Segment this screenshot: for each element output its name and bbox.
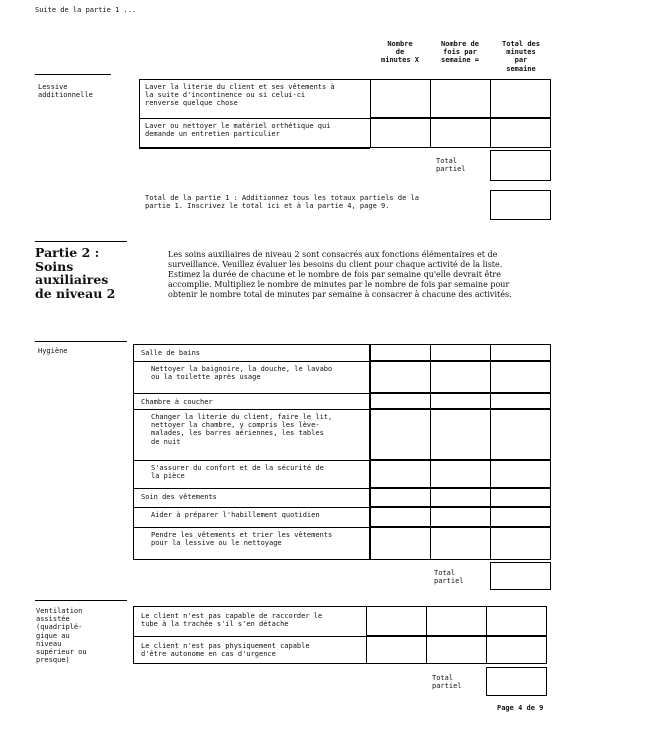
activity-text bbox=[151, 531, 332, 547]
category-heading-line: Soin des vêtements bbox=[141, 493, 217, 501]
total-cell[interactable] bbox=[490, 409, 551, 460]
times-cell[interactable] bbox=[430, 361, 491, 393]
total-cell[interactable] bbox=[490, 460, 551, 488]
minutes-cell[interactable] bbox=[370, 393, 431, 409]
total-partiel-label-line: Total bbox=[436, 157, 458, 165]
part1-total-instructions-line: partie 1. Inscrivez le total ici et à la partie 4, page 9. bbox=[145, 202, 390, 211]
continuation-note bbox=[35, 6, 136, 14]
hygiene-label bbox=[38, 347, 68, 355]
hygiene-label-line: Hygiène bbox=[38, 347, 68, 355]
total-cell[interactable] bbox=[490, 393, 551, 409]
activity-text-line: Laver la literie du client et ses vêtements à bbox=[145, 83, 335, 91]
activity-text-line: demande un entretien particulier bbox=[145, 130, 280, 139]
ventilation-label-line: Ventilation bbox=[36, 607, 83, 615]
times-cell[interactable] bbox=[426, 636, 487, 664]
activity-text-line: S'assurer du confort et de la sécurité de bbox=[151, 464, 324, 472]
ventilation-label-line: assistée bbox=[36, 615, 70, 624]
continuation-note-line: Suite de la partie 1 ... bbox=[35, 6, 137, 14]
row-divider bbox=[133, 488, 370, 489]
category-heading-line: Salle de bains bbox=[141, 349, 201, 357]
total-cell[interactable] bbox=[490, 507, 551, 527]
lessive-label-line: Lessive bbox=[38, 83, 68, 91]
minutes-cell[interactable] bbox=[370, 460, 431, 488]
total-cell[interactable] bbox=[490, 488, 551, 507]
column-header-minutes bbox=[376, 40, 424, 65]
ventilation-label bbox=[36, 607, 87, 664]
row-divider bbox=[139, 118, 370, 119]
part2-title bbox=[35, 246, 115, 300]
row-divider bbox=[133, 409, 370, 410]
activity-text-line: pour la lessive ou le nettoyage bbox=[151, 539, 282, 548]
section-rule bbox=[35, 74, 111, 75]
part2-title-line: Partie 2 : bbox=[35, 245, 100, 260]
activity-text bbox=[151, 511, 320, 519]
times-cell[interactable] bbox=[430, 409, 491, 460]
activity-text-line: tube à la trachée s'il s'en détache bbox=[141, 620, 289, 629]
total-partiel-label-line: partiel bbox=[436, 165, 466, 174]
part1-total-instructions-line: Total de la partie 1 : Additionnez tous les totaux partiels de la bbox=[145, 194, 419, 202]
lessive-label-line: additionnelle bbox=[38, 91, 93, 100]
times-cell[interactable] bbox=[430, 488, 491, 507]
total-partiel-label-line: partiel bbox=[434, 577, 464, 586]
column-header-total-line: minutes bbox=[506, 48, 536, 57]
times-cell[interactable] bbox=[430, 527, 491, 560]
minutes-cell[interactable] bbox=[370, 344, 431, 361]
minutes-cell[interactable] bbox=[370, 527, 431, 560]
activity-text-line: nettoyer la chambre, y compris les lève- bbox=[151, 421, 320, 430]
activity-text-line: Le client n'est pas physiquement capable bbox=[141, 642, 310, 650]
total-cell[interactable] bbox=[490, 79, 551, 118]
category-heading-line: Chambre à coucher bbox=[141, 398, 213, 406]
minutes-cell[interactable] bbox=[370, 488, 431, 507]
minutes-cell[interactable] bbox=[366, 636, 427, 664]
activity-text-line: Aider à préparer l'habillement quotidien bbox=[151, 511, 320, 519]
activity-text-line: de nuit bbox=[151, 437, 181, 446]
ventilation-label-line: (quadriplé- bbox=[36, 623, 83, 632]
times-cell[interactable] bbox=[430, 344, 491, 361]
activity-text-line: malades, les barres aériennes, les tables bbox=[151, 429, 324, 438]
activity-text-line: Pendre les vêtements et trier les vêtements bbox=[151, 531, 333, 539]
minutes-cell[interactable] bbox=[366, 606, 427, 636]
column-header-times-line: semaine = bbox=[441, 56, 479, 65]
activity-text bbox=[145, 83, 335, 108]
ventilation-label-line: presque) bbox=[36, 656, 70, 665]
activity-text-line: la suite d'incontinence ou si celui-ci bbox=[145, 91, 306, 100]
activity-text-line: Nettoyer la baignoire, la douche, le lavabo bbox=[151, 365, 333, 373]
total-partiel-label-line: Total bbox=[432, 674, 454, 682]
row-divider bbox=[133, 606, 367, 607]
lessive-label bbox=[38, 83, 93, 99]
column-header-minutes-line: minutes X bbox=[381, 56, 419, 65]
minutes-cell[interactable] bbox=[370, 361, 431, 393]
page-number bbox=[497, 704, 543, 712]
activity-text bbox=[141, 642, 310, 658]
total-partiel-label bbox=[436, 157, 466, 173]
activity-text-line: ou la toilette après usage bbox=[151, 373, 261, 382]
total-partiel-label bbox=[432, 674, 462, 690]
column-header-times-line: Nombre de bbox=[441, 40, 479, 48]
column-header-minutes-line: Nombre bbox=[387, 40, 413, 48]
activity-text bbox=[145, 122, 330, 138]
times-cell[interactable] bbox=[430, 118, 491, 148]
section-rule bbox=[35, 341, 127, 342]
column-header-total bbox=[491, 40, 551, 73]
category-heading bbox=[141, 493, 217, 501]
column-header-total-line: par bbox=[514, 56, 528, 65]
times-cell[interactable] bbox=[430, 507, 491, 527]
activity-text-line: renverse quelque chose bbox=[145, 99, 238, 108]
total-cell[interactable] bbox=[490, 118, 551, 148]
column-header-minutes-line: de bbox=[395, 48, 405, 57]
row-divider bbox=[139, 148, 370, 149]
part2-intro-line: surveillance. Veuillez évaluer les besoins du client pour chaque activité de la liste. bbox=[168, 260, 503, 269]
activity-text bbox=[151, 365, 332, 381]
minutes-cell[interactable] bbox=[370, 409, 431, 460]
column-header-times-line: fois par bbox=[443, 48, 477, 57]
row-divider bbox=[139, 79, 370, 80]
activity-text-line: d'être autonome en cas d'urgence bbox=[141, 650, 276, 659]
row-divider bbox=[133, 507, 370, 508]
activity-text bbox=[151, 464, 324, 480]
ventilation-label-line: niveau bbox=[36, 639, 62, 648]
ventilation-label-line: supérieur ou bbox=[36, 648, 87, 657]
total-cell[interactable] bbox=[486, 636, 547, 664]
total-partiel-box[interactable] bbox=[486, 667, 547, 696]
total-cell[interactable] bbox=[490, 361, 551, 393]
part1-total-box[interactable] bbox=[490, 190, 551, 220]
page-number-line: Page 4 de 9 bbox=[497, 704, 544, 712]
column-header-total-line: Total des bbox=[502, 40, 540, 48]
category-heading bbox=[141, 398, 213, 406]
total-partiel-box[interactable] bbox=[490, 562, 551, 590]
minutes-cell[interactable] bbox=[370, 118, 431, 148]
activity-text-line: Changer la literie du client, faire le lit, bbox=[151, 413, 333, 421]
part2-title-line: auxiliaires bbox=[35, 272, 109, 287]
part2-intro-line: accomplie. Multipliez le nombre de minutes par le nombre de fois par semaine pour bbox=[168, 280, 510, 289]
row-divider bbox=[133, 361, 370, 362]
activity-text-line: Le client n'est pas capable de raccorder le bbox=[141, 612, 323, 620]
ventilation-label-line: gique au bbox=[36, 631, 70, 640]
total-partiel-label-line: Total bbox=[434, 569, 456, 577]
part2-intro-line: Les soins auxiliaires de niveau 2 sont consacrés aux fonctions élémentaires et de bbox=[168, 250, 498, 259]
total-partiel-box[interactable] bbox=[490, 150, 551, 181]
activity-text-line: Laver ou nettoyer le matériel orthétique qui bbox=[145, 122, 331, 130]
part1-total-instructions bbox=[145, 194, 419, 210]
part2-intro-line: Estimez la durée de chacune et le nombre de fois par semaine qu'elle devrait être bbox=[168, 270, 501, 279]
total-partiel-label-line: partiel bbox=[432, 682, 462, 691]
times-cell[interactable] bbox=[430, 79, 491, 118]
activity-text bbox=[151, 413, 332, 446]
total-cell[interactable] bbox=[486, 606, 547, 636]
times-cell[interactable] bbox=[430, 460, 491, 488]
total-cell[interactable] bbox=[490, 344, 551, 361]
row-divider bbox=[133, 460, 370, 461]
row-divider bbox=[133, 527, 370, 528]
column-header-times bbox=[430, 40, 490, 65]
row-divider bbox=[133, 393, 370, 394]
section-rule bbox=[35, 241, 127, 242]
row-divider bbox=[133, 636, 367, 637]
times-cell[interactable] bbox=[426, 606, 487, 636]
row-divider bbox=[133, 344, 370, 345]
minutes-cell[interactable] bbox=[370, 79, 431, 118]
part2-intro-line: obtenir le nombre total de minutes par semaine à consacrer à chacune des activités. bbox=[168, 290, 512, 299]
category-heading bbox=[141, 349, 200, 357]
total-cell[interactable] bbox=[490, 527, 551, 560]
part2-title-line: de niveau 2 bbox=[35, 285, 116, 301]
column-header-total-line: semaine bbox=[506, 64, 536, 73]
activity-text bbox=[141, 612, 322, 628]
part2-intro bbox=[168, 250, 548, 300]
minutes-cell[interactable] bbox=[370, 507, 431, 527]
total-partiel-label bbox=[434, 569, 464, 585]
part2-title-line: Soins bbox=[35, 258, 74, 274]
activity-text-line: la pièce bbox=[151, 472, 185, 481]
times-cell[interactable] bbox=[430, 393, 491, 409]
section-rule bbox=[35, 600, 127, 601]
